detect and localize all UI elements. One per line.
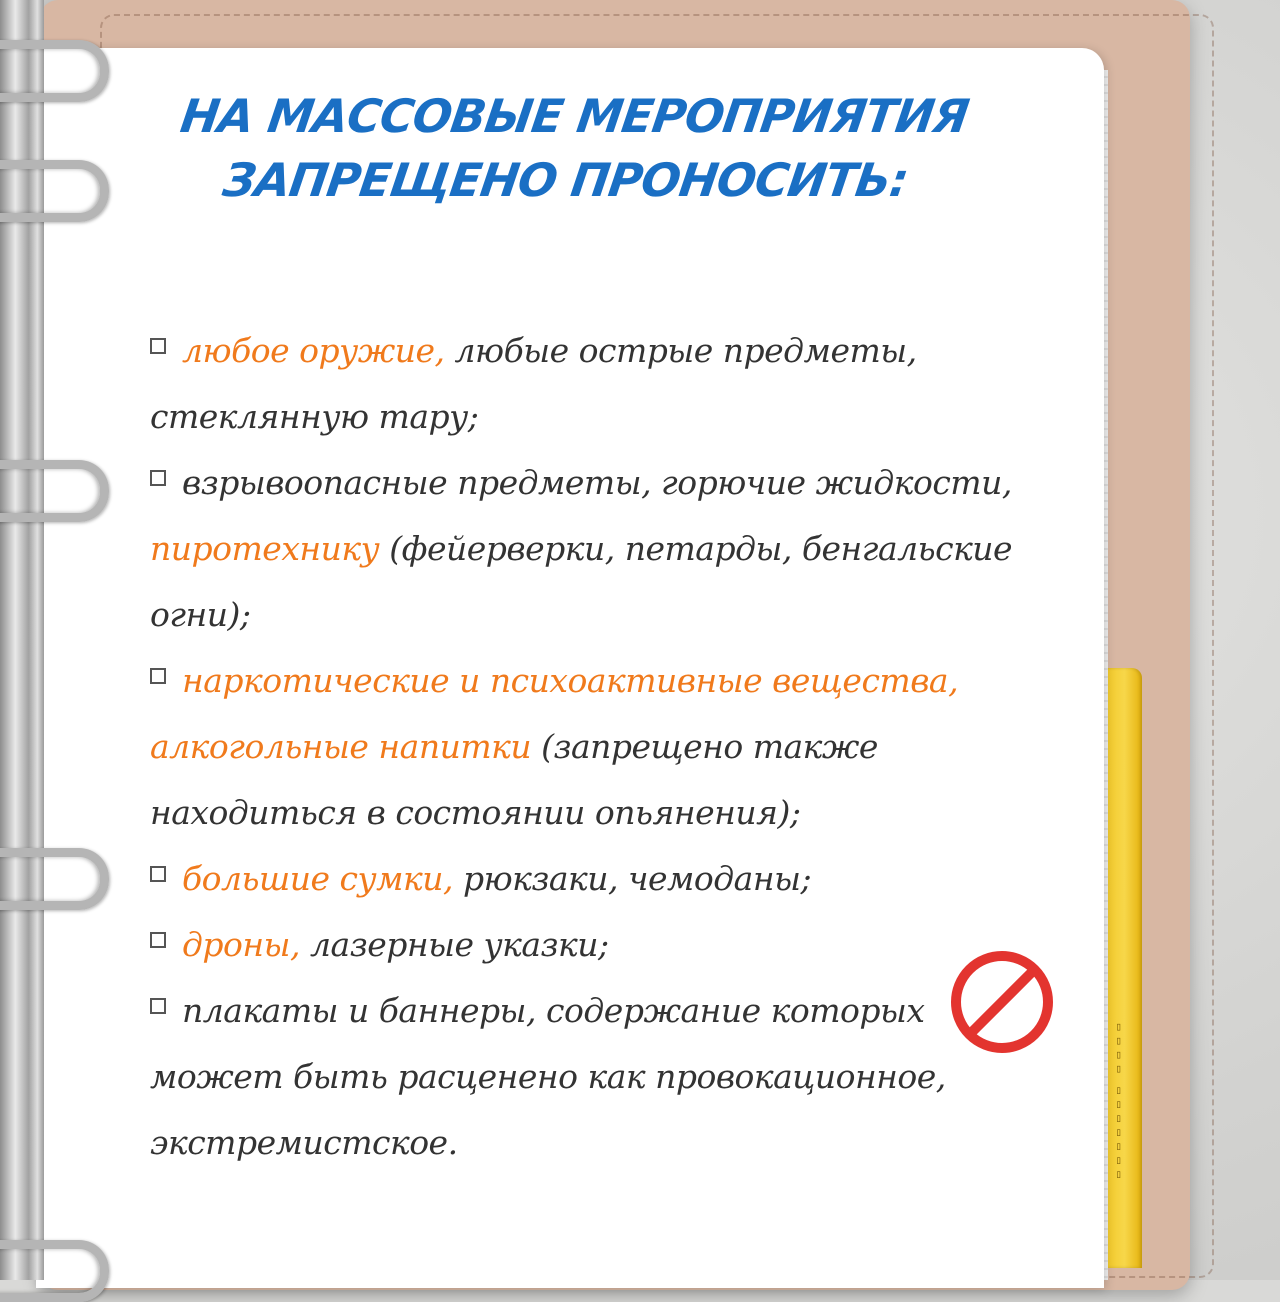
list-item <box>150 450 1060 648</box>
binder-ring <box>0 848 109 910</box>
item-text: любые острые предметы, стеклянную тару; <box>150 331 917 436</box>
list-item <box>150 978 1060 1176</box>
binder-ring <box>0 1240 109 1302</box>
item-highlight: наркотические и психоактивные вещества, алкогольные напитки <box>150 661 959 766</box>
no-entry-sign-icon <box>948 948 1056 1056</box>
binder-ring <box>0 460 109 522</box>
item-highlight: пиротехнику <box>150 529 380 568</box>
checkbox-bullet-icon <box>150 932 166 948</box>
item-highlight: дроны, <box>182 925 301 964</box>
divider-tab-imprint: ▯▯▯▯ ▯▯▯▯▯▯▯ <box>1112 1020 1125 1182</box>
checkbox-bullet-icon <box>150 866 166 882</box>
list-item <box>150 846 1060 912</box>
item-text: плакаты и баннеры, содержание которых может быть расценено как провокационное, экстремистское. <box>150 991 946 1162</box>
checkbox-bullet-icon <box>150 998 166 1014</box>
item-text: (запрещено также находиться в состоянии опьянения); <box>150 727 878 832</box>
item-text: лазерные указки; <box>300 925 609 964</box>
title-line-1: НА МАССОВЫЕ МЕРОПРИЯТИЯ <box>177 89 972 143</box>
list-item <box>150 318 1060 450</box>
title-line-2: ЗАПРЕЩЕНО ПРОНОСИТЬ: <box>219 153 912 207</box>
checkbox-bullet-icon <box>150 668 166 684</box>
prohibited-items-list <box>150 318 1060 1176</box>
page-title <box>0 84 1149 212</box>
checkbox-bullet-icon <box>150 338 166 354</box>
item-text: рюкзаки, чемоданы; <box>452 859 812 898</box>
list-item <box>150 648 1060 846</box>
item-text: (фейерверки, петарды, бенгальские огни); <box>150 529 1013 634</box>
item-highlight: большие сумки, <box>182 859 453 898</box>
checkbox-bullet-icon <box>150 470 166 486</box>
item-text: взрывоопасные предметы, горючие жидкости, <box>182 463 1012 502</box>
list-item <box>150 912 1060 978</box>
item-highlight: любое оружие, <box>182 331 445 370</box>
